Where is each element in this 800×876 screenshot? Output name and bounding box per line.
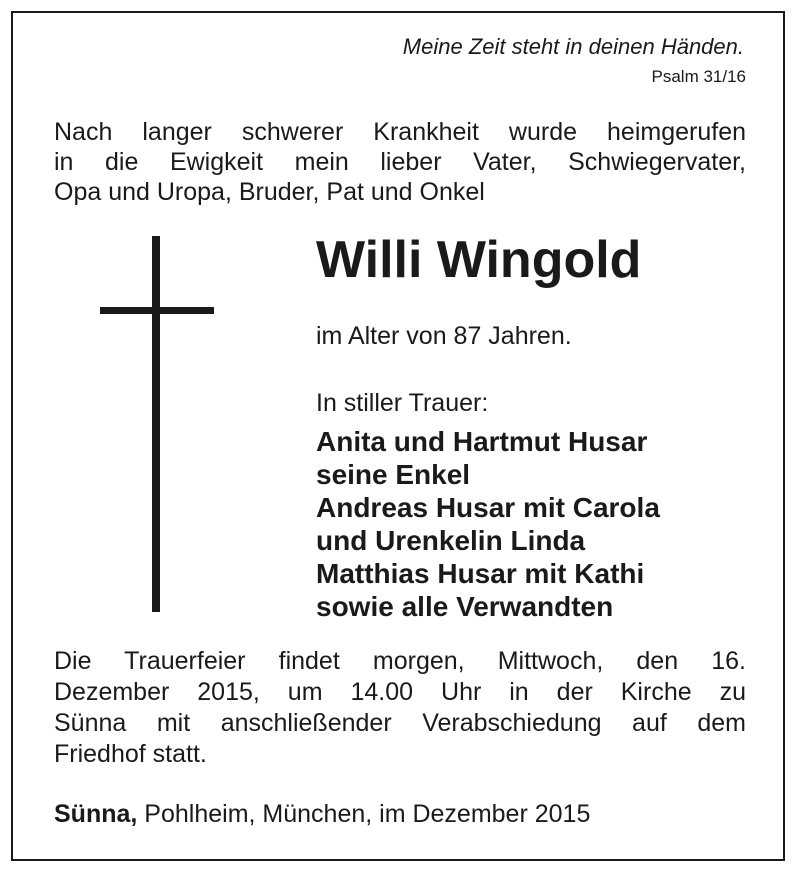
mourner-line: sowie alle Verwandten <box>316 591 614 622</box>
signoff-place: Sünna, <box>54 800 138 828</box>
age-text: im Alter von 87 Jahren. <box>316 322 572 350</box>
signoff-rest: Pohlheim, München, im Dezember 2015 <box>137 800 591 828</box>
mourning-label: In stiller Trauer: <box>316 389 489 417</box>
mourner-line: Matthias Husar mit Kathi <box>316 558 645 589</box>
funeral-line: Die Trauerfeier findet morgen, Mittwoch, den 16. <box>54 647 746 675</box>
funeral-details <box>54 646 746 770</box>
deceased-name: Willi Wingold <box>316 231 642 289</box>
intro-line: in die Ewigkeit mein lieber Vater, Schwiegervater, <box>54 148 746 176</box>
intro-text <box>54 117 746 207</box>
intro-line: Nach langer schwerer Krankheit wurde heimgerufen <box>54 118 746 146</box>
mourners-list <box>316 425 660 623</box>
cross-icon <box>152 236 160 612</box>
intro-line: Opa und Uropa, Bruder, Pat und Onkel <box>54 178 485 206</box>
funeral-line: Sünna mit anschließender Verabschiedung auf dem <box>54 709 746 737</box>
signoff <box>54 800 590 829</box>
mourner-line: Anita und Hartmut Husar <box>316 426 648 457</box>
mourner-line: Andreas Husar mit Carola <box>316 492 660 523</box>
mourner-line: und Urenkelin Linda <box>316 525 586 556</box>
mourner-line: seine Enkel <box>316 459 471 490</box>
psalm-reference: Psalm 31/16 <box>651 67 746 86</box>
funeral-line: Dezember 2015, um 14.00 Uhr in der Kirche zu <box>54 678 746 706</box>
funeral-line: Friedhof statt. <box>54 740 207 768</box>
cross-icon-bar <box>100 307 214 314</box>
bible-verse: Meine Zeit steht in deinen Händen. <box>402 34 744 59</box>
